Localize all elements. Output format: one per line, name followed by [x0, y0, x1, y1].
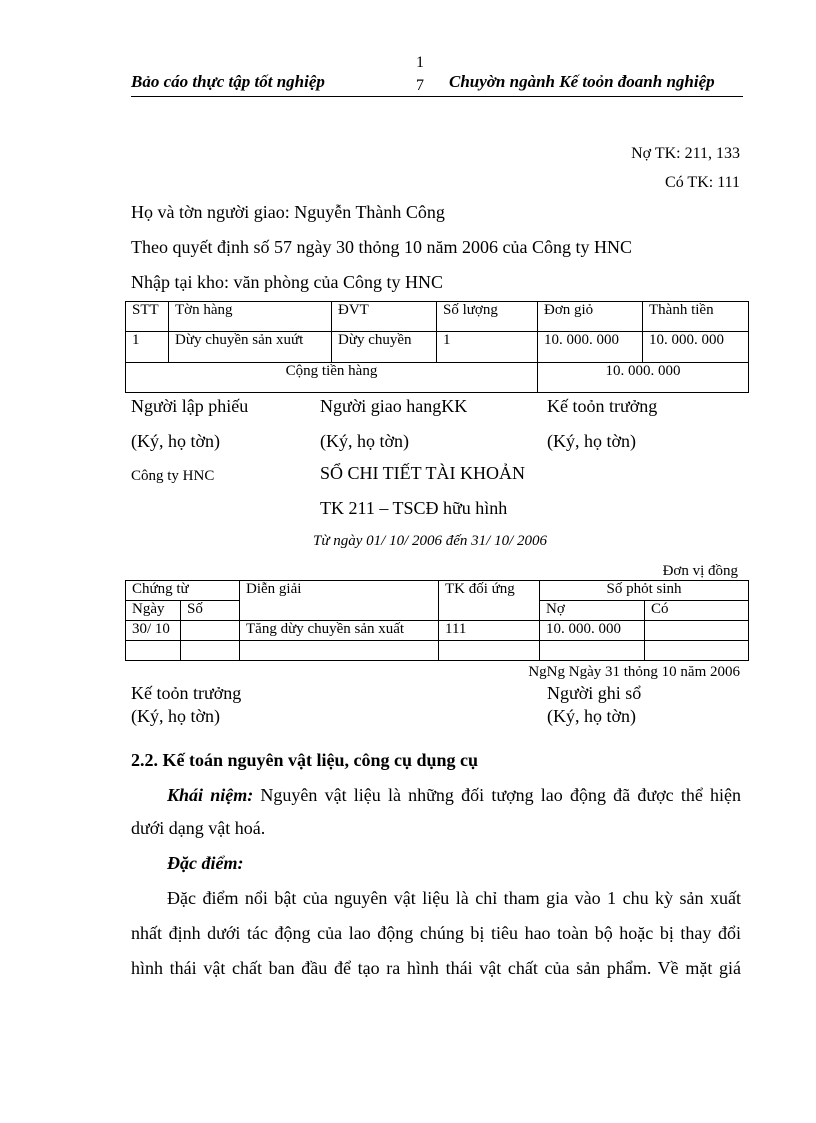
empty-cell [240, 641, 439, 661]
header-date: Ngày [126, 601, 181, 621]
header-corresponding-account: TK đối ứng [439, 581, 540, 621]
ledger-sign-note-1: (Ký, họ tờn) [131, 706, 221, 726]
ledger-period: Từ ngày 01/ 10/ 2006 đến 31/ 10/ 2006 [313, 533, 548, 549]
decision-line: Theo quyết định số 57 ngày 30 thỏng 10 năm 2006 của Công ty HNC [131, 237, 632, 257]
empty-cell [439, 641, 540, 661]
ledger-title: SỔ CHI TIẾT TÀI KHOẢN [320, 463, 525, 483]
header-credit: Có [645, 601, 749, 621]
ledger-signature-chief-accountant: Kế toỏn trưởng [131, 683, 242, 703]
feature-paragraph-line2: nhất định dưới tác động của lao động chúng bị tiêu hao toàn bộ hoặc bị thay đổi [131, 923, 741, 943]
ledger-cell-description: Tăng dừy chuyền sản xuất [240, 621, 439, 641]
header-description: Diễn giải [240, 581, 439, 621]
signature-preparer: Người lập phiếu [131, 396, 249, 416]
col-price: Đơn giỏ [538, 302, 643, 332]
total-value: 10. 000. 000 [538, 363, 749, 393]
ledger-cell-date: 30/ 10 [126, 621, 181, 641]
cell-amount: 10. 000. 000 [643, 332, 749, 363]
concept-label: Khái niệm: [167, 785, 254, 805]
concept-paragraph-line1 [131, 785, 741, 806]
ledger-header-row-1 [126, 581, 749, 601]
ledger-cell-debit: 10. 000. 000 [540, 621, 645, 641]
ledger-company: Công ty HNC [131, 468, 215, 484]
header-left-title: Bảo cáo thực tập tốt nghiệp [131, 72, 325, 91]
signature-deliverer: Người giao hangKK [320, 396, 468, 416]
cell-qty: 1 [437, 332, 538, 363]
feature-paragraph-line3: hình thái vật chất ban đầu để tạo ra hình thái vật chất của sản phẩm. Về mặt giá [131, 958, 741, 978]
ledger-date: NgNg Ngày 31 thỏng 10 năm 2006 [528, 664, 740, 680]
empty-cell [540, 641, 645, 661]
warehouse-line: Nhập tại kho: văn phòng của Công ty HNC [131, 272, 443, 292]
debit-account: Nợ TK: 211, 133 [631, 145, 740, 162]
signature-chief-accountant: Kế toỏn trưởng [547, 396, 658, 416]
sign-note-1: (Ký, họ tờn) [131, 431, 221, 451]
ledger-unit: Đơn vị đồng [662, 563, 738, 579]
col-name: Tờn hàng [169, 302, 332, 332]
receipt-row [126, 332, 749, 363]
sign-note-2: (Ký, họ tờn) [320, 431, 410, 451]
ledger-sign-note-2: (Ký, họ tờn) [547, 706, 637, 726]
ledger-subtitle: TK 211 – TSCĐ hữu hình [320, 498, 508, 518]
header-amount: Số phỏt sinh [540, 581, 749, 601]
cell-name: Dừy chuyền sản xuứt [169, 332, 332, 363]
ledger-empty-row [126, 641, 749, 661]
header-rule [131, 96, 743, 97]
ledger-signature-recorder: Người ghi sổ [547, 683, 642, 703]
receipt-total-row [126, 363, 749, 393]
sign-note-3: (Ký, họ tờn) [547, 431, 637, 451]
page-number-bottom: 7 [416, 77, 424, 94]
concept-paragraph-line2: dưới dạng vật hoá. [131, 818, 266, 838]
feature-label: Đặc điểm: [167, 853, 244, 873]
page-number-top: 1 [416, 54, 424, 71]
ledger-cell-credit [645, 621, 749, 641]
credit-account: Có TK: 111 [665, 174, 740, 191]
empty-cell [645, 641, 749, 661]
section-heading: 2.2. Kế toán nguyên vật liệu, công cụ dụng cụ [131, 750, 479, 770]
col-qty: Số lượng [437, 302, 538, 332]
col-amount: Thành tiền [643, 302, 749, 332]
col-unit: ĐVT [332, 302, 437, 332]
header-debit: Nợ [540, 601, 645, 621]
cell-unit: Dừy chuyền [332, 332, 437, 363]
receipt-header-row [126, 302, 749, 332]
ledger-cell-number [181, 621, 240, 641]
ledger-table [125, 580, 749, 661]
ledger-cell-account: 111 [439, 621, 540, 641]
empty-cell [126, 641, 181, 661]
cell-stt: 1 [126, 332, 169, 363]
receipt-table [125, 301, 749, 393]
header-right-title: Chuyờn ngành Kế toỏn đoanh nghiệp [449, 72, 715, 91]
deliverer-line: Họ và tờn người giao: Nguyễn Thành Công [131, 202, 445, 222]
ledger-row [126, 621, 749, 641]
empty-cell [181, 641, 240, 661]
col-stt: STT [126, 302, 169, 332]
header-number: Số [181, 601, 240, 621]
cell-price: 10. 000. 000 [538, 332, 643, 363]
concept-text: Nguyên vật liệu là những đối tượng lao động đã được thể hiện [253, 785, 742, 805]
header-voucher: Chứng từ [126, 581, 240, 601]
feature-paragraph-line1: Đặc điểm nổi bật của nguyên vật liệu là chỉ tham gia vào 1 chu kỳ sản xuất [167, 888, 741, 908]
total-label: Cộng tiền hàng [126, 363, 538, 393]
